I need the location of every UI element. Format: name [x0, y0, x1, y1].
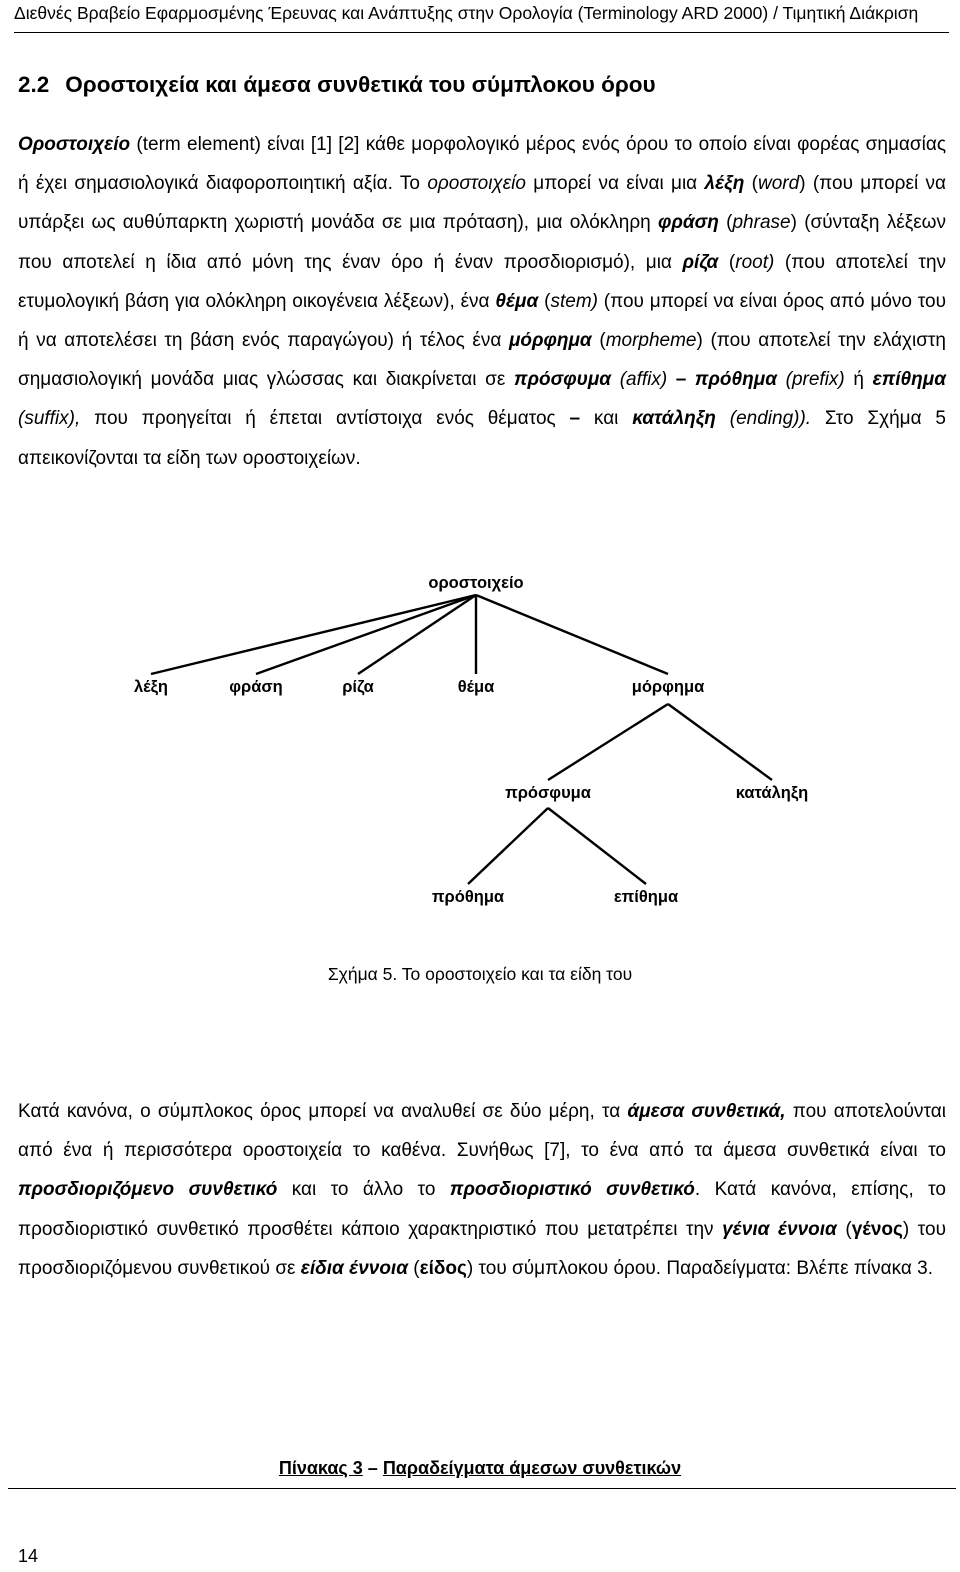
p2-determining-constituent-term: προσδιοριστικό συνθετικό [449, 1179, 695, 1201]
p1-root-en: root) [735, 251, 775, 273]
edge-affix-suffix [548, 808, 646, 884]
node-word: λέξη [133, 678, 169, 696]
p1-text-13: ή [844, 369, 873, 391]
edge-morpheme-affix [548, 704, 668, 780]
p1-ending-en: (ending)). [715, 408, 812, 430]
node-phrase: φράση [229, 678, 283, 696]
p2-specific-concept-term: είδια έννοια [300, 1257, 408, 1279]
table-caption-label: Πίνακας 3 [278, 1458, 363, 1478]
p1-phrase-en: phrase [732, 212, 791, 234]
p1-suffix-en: (suffix), [18, 408, 81, 430]
p1-text-5: ( [718, 212, 733, 234]
p2-text-7: ( [408, 1257, 420, 1279]
node-suffix: επίθημα [613, 888, 679, 906]
p1-dash-1: – [675, 369, 687, 391]
p2-text-3: και το άλλο το [277, 1179, 450, 1201]
p1-morpheme-en: morpheme [605, 330, 697, 352]
p1-text-7: ( [718, 251, 736, 273]
running-header: Διεθνές Βραβείο Εφαρμοσμένης Έρευνας και Ανάπτυξης στην Ορολογία (Terminology ARD 2000) / Τιμητική Διάκριση [14, 0, 949, 33]
p1-stem-term: θέμα [495, 290, 539, 312]
p1-text-2: μπορεί να είναι μια [525, 173, 705, 195]
p1-prefix-en: (prefix) [776, 369, 845, 391]
p1-text-3: ( [744, 173, 758, 195]
node-morpheme: μόρφημα [631, 678, 705, 696]
p1-text-14: που προηγείται ή έπεται αντίστοιχα ενός θέματος [80, 408, 570, 430]
section-number: 2.2 [18, 72, 50, 97]
p2-generic-concept-term: γένια έννοια [722, 1218, 837, 1240]
p1-text-1: (term element) είναι [1] [2] κάθε μορφολογικό μέρος ενός όρου το οποίο είναι φορέας σημασίας ή έχει σημασιολογικά διαφοροποιητική αξία. Το [18, 134, 946, 195]
p2-text-5: ( [836, 1218, 852, 1240]
p1-text-9: ( [538, 290, 551, 312]
p1-word-en: word [758, 173, 800, 195]
term-element-bold: Οροστοιχείο [18, 134, 131, 155]
edge-root-morpheme [476, 595, 668, 674]
p2-immediate-constituents-term: άμεσα συνθετικά, [627, 1101, 786, 1122]
p2-genus-term: γένος [851, 1218, 903, 1240]
p1-suffix-term: επίθημα [872, 369, 946, 391]
edge-root-word [151, 595, 476, 674]
p1-phrase-term: φράση [658, 212, 719, 234]
p2-text-6: ) του προσδιοριζόμενου συνθετικού σε [18, 1218, 946, 1279]
node-stem: θέμα [457, 678, 495, 696]
p1-text-11: ( [591, 330, 606, 352]
page-number: 14 [18, 1546, 39, 1566]
edge-affix-prefix [468, 808, 548, 884]
p2-text-4: . Κατά κανόνα, επίσης, το προσδιοριστικό συνθετικό προσθέτει κάποιο χαρακτηριστικό που μετατρέπει την [18, 1179, 946, 1240]
figure-caption: Σχήμα 5. Το οροστοιχείο και τα είδη του [327, 964, 633, 984]
p2-species-term: είδος [419, 1257, 467, 1279]
p1-root-term: ρίζα [682, 251, 719, 273]
section-title [18, 72, 656, 98]
paragraph-immediate-constituents [18, 1092, 946, 1288]
node-ending: κατάληξη [735, 784, 809, 802]
edge-morpheme-ending [668, 704, 772, 780]
table-top-rule [8, 1488, 956, 1489]
p1-text-4: ) (που μπορεί να υπάρξει ως αυθύπαρκτη χωριστή μονάδα σε μια πρόταση), μια ολόκληρη [18, 173, 946, 234]
p2-text-2: που αποτελούνται από ένα ή περισσότερα οροστοιχεία το καθένα. Συνήθως [7], το ένα από τα άμεσα συνθετικά είναι το [18, 1101, 946, 1162]
p1-text-16: Στο Σχήμα 5 απεικονίζονται τα είδη των οροστοιχείων. [18, 408, 946, 469]
p2-text-1: Κατά κανόνα, ο σύμπλοκος όρος μπορεί να αναλυθεί σε δύο μέρη, τα [18, 1101, 628, 1122]
p1-text-12: ) (που αποτελεί την ελάχιστη σημασιολογική μονάδα μιας γλώσσας και διακρίνεται σε [18, 330, 946, 391]
p1-affix-term: πρόσφυμα [513, 369, 612, 391]
p2-determined-constituent-term: προσδιοριζόμενο συνθετικό [18, 1179, 278, 1201]
p1-dash-2: – [569, 408, 581, 430]
p1-text-10: (που μπορεί να είναι όρος από μόνο του ή να αποτελέσει τη βάση ενός παραγώγου) ή τέλος ένα [18, 290, 947, 352]
node-affix: πρόσφυμα [505, 784, 591, 802]
table-caption-separator: – [362, 1458, 383, 1478]
table-caption [0, 1458, 960, 1479]
node-root: ρίζα [342, 678, 374, 696]
node-term-element: οροστοιχείο [428, 574, 524, 592]
p1-stem-en: stem) [550, 290, 598, 312]
p1-text-8: (που αποτελεί την ετυμολογική βάση για ολόκληρη οικογένεια λέξεων), ένα [18, 251, 947, 312]
term-element-tree-diagram [0, 560, 960, 920]
section-title-text: Οροστοιχεία και άμεσα συνθετικά του σύμπλοκου όρου [65, 72, 656, 97]
p1-affix-en: (affix) [611, 369, 668, 391]
p1-word-term: λέξη [704, 173, 745, 195]
node-prefix: πρόθημα [431, 888, 505, 906]
table-caption-title: Παραδείγματα άμεσων συνθετικών [382, 1458, 682, 1478]
p1-ending-term: κατάληξη [632, 408, 716, 430]
p1-text-6: ) (σύνταξη λέξεων που αποτελεί η ίδια από μόνη της έναν όρο ή έναν προσδιορισμό), μια [18, 212, 946, 273]
p1-text-15: και [580, 408, 633, 430]
edge-root-root [358, 595, 476, 674]
paragraph-term-element [18, 125, 946, 478]
p1-morpheme-term: μόρφημα [508, 330, 592, 352]
p2-text-8: ) του σύμπλοκου όρου. Παραδείγματα: Βλέπε πίνακα 3. [466, 1257, 934, 1279]
edge-root-phrase [256, 595, 476, 674]
p1-term-element-italic: οροστοιχείο [427, 173, 526, 195]
p1-prefix-term: πρόθημα [694, 369, 777, 391]
